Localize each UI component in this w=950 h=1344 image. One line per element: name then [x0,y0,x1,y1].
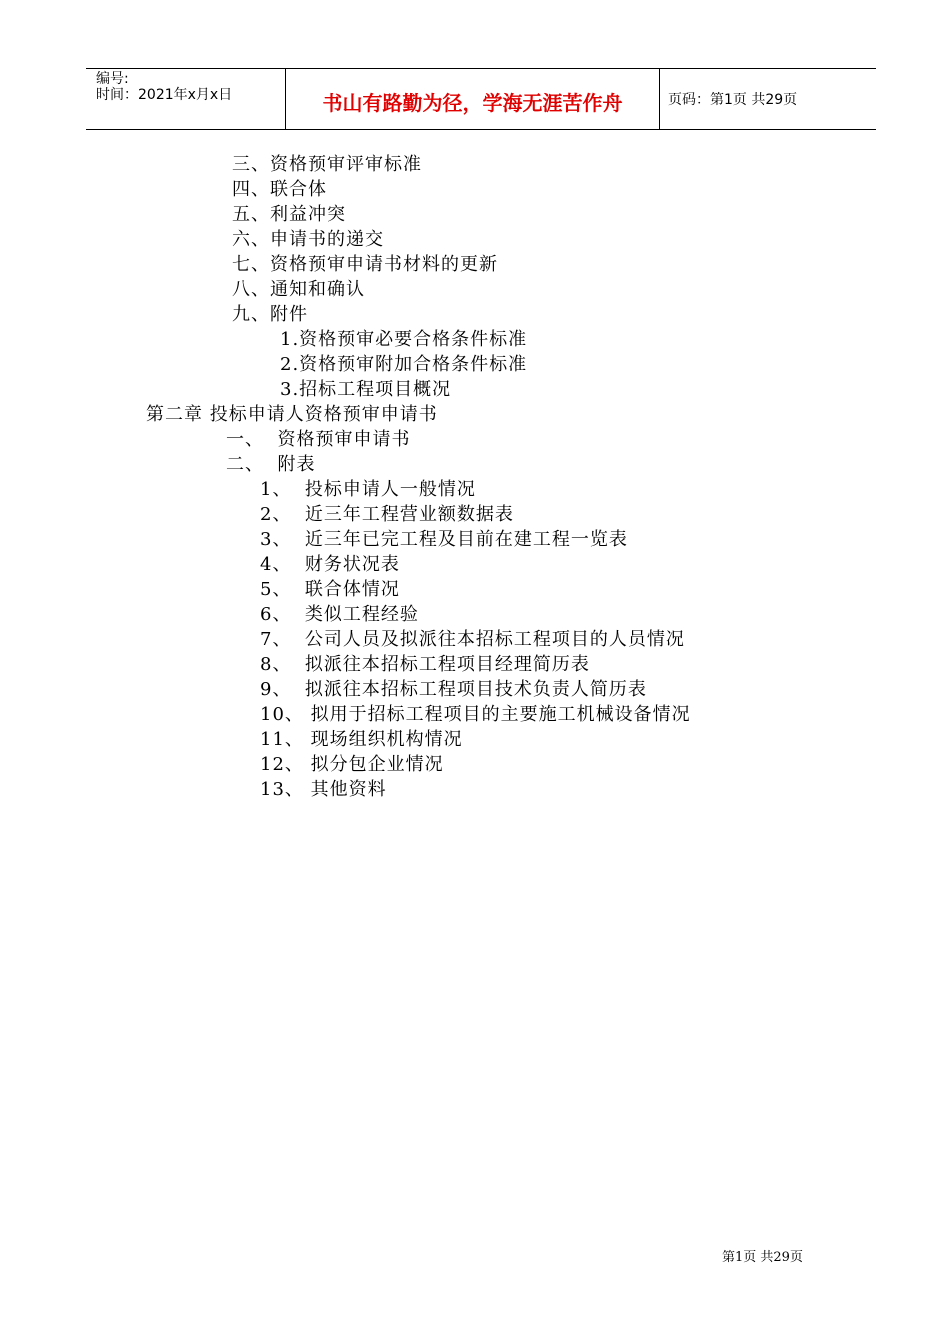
toc-item: 三、资格预审评审标准 [232,154,422,175]
header-meta [86,69,286,129]
toc-subitem: 12、 拟分包企业情况 [260,754,444,775]
toc-subitem: 4、 财务状况表 [260,554,400,575]
header-motto: 书山有路勤为径，学海无涯苦作舟 [286,69,660,129]
toc-subitem: 2.资格预审附加合格条件标准 [280,354,528,375]
toc-subitem: 3、 近三年已完工程及目前在建工程一览表 [260,529,628,550]
toc-subitem: 6、 类似工程经验 [260,604,419,625]
toc-subitem: 11、 现场组织机构情况 [260,729,463,750]
toc-subitem: 1.资格预审必要合格条件标准 [280,329,528,350]
toc-item: 八、通知和确认 [232,279,365,300]
toc-subitem: 8、 拟派往本招标工程项目经理简历表 [260,654,590,675]
toc-subitem: 2、 近三年工程营业额数据表 [260,504,514,525]
toc-subitem: 10、 拟用于招标工程项目的主要施工机械设备情况 [260,704,691,725]
toc-subitem: 3.招标工程项目概况 [280,379,452,400]
toc-item: 四、联合体 [232,179,327,200]
toc-subitem: 13、 其他资料 [260,779,387,800]
toc-item: 六、申请书的递交 [232,229,384,250]
toc-item: 九、附件 [232,304,308,325]
page-footer-number: 第1页 共29页 [722,1250,803,1265]
toc-subitem: 9、 拟派往本招标工程项目技术负责人简历表 [260,679,647,700]
toc-subitem: 7、 公司人员及拟派往本招标工程项目的人员情况 [260,629,685,650]
toc-subitem: 1、 投标申请人一般情况 [260,479,476,500]
toc-subitem: 5、 联合体情况 [260,579,400,600]
toc-item: 二、 附表 [226,454,316,475]
toc-chapter: 第二章 投标申请人资格预审申请书 [146,404,438,425]
document-number-label: 编号: [96,71,129,87]
toc-item: 一、 资格预审申请书 [226,429,411,450]
document-date-label: 时间：2021年x月x日 [96,87,233,103]
toc-item: 七、资格预审申请书材料的更新 [232,254,498,275]
page-header [86,68,876,130]
header-page-info: 页码：第1页 共29页 [668,92,798,108]
toc-item: 五、利益冲突 [232,204,346,225]
